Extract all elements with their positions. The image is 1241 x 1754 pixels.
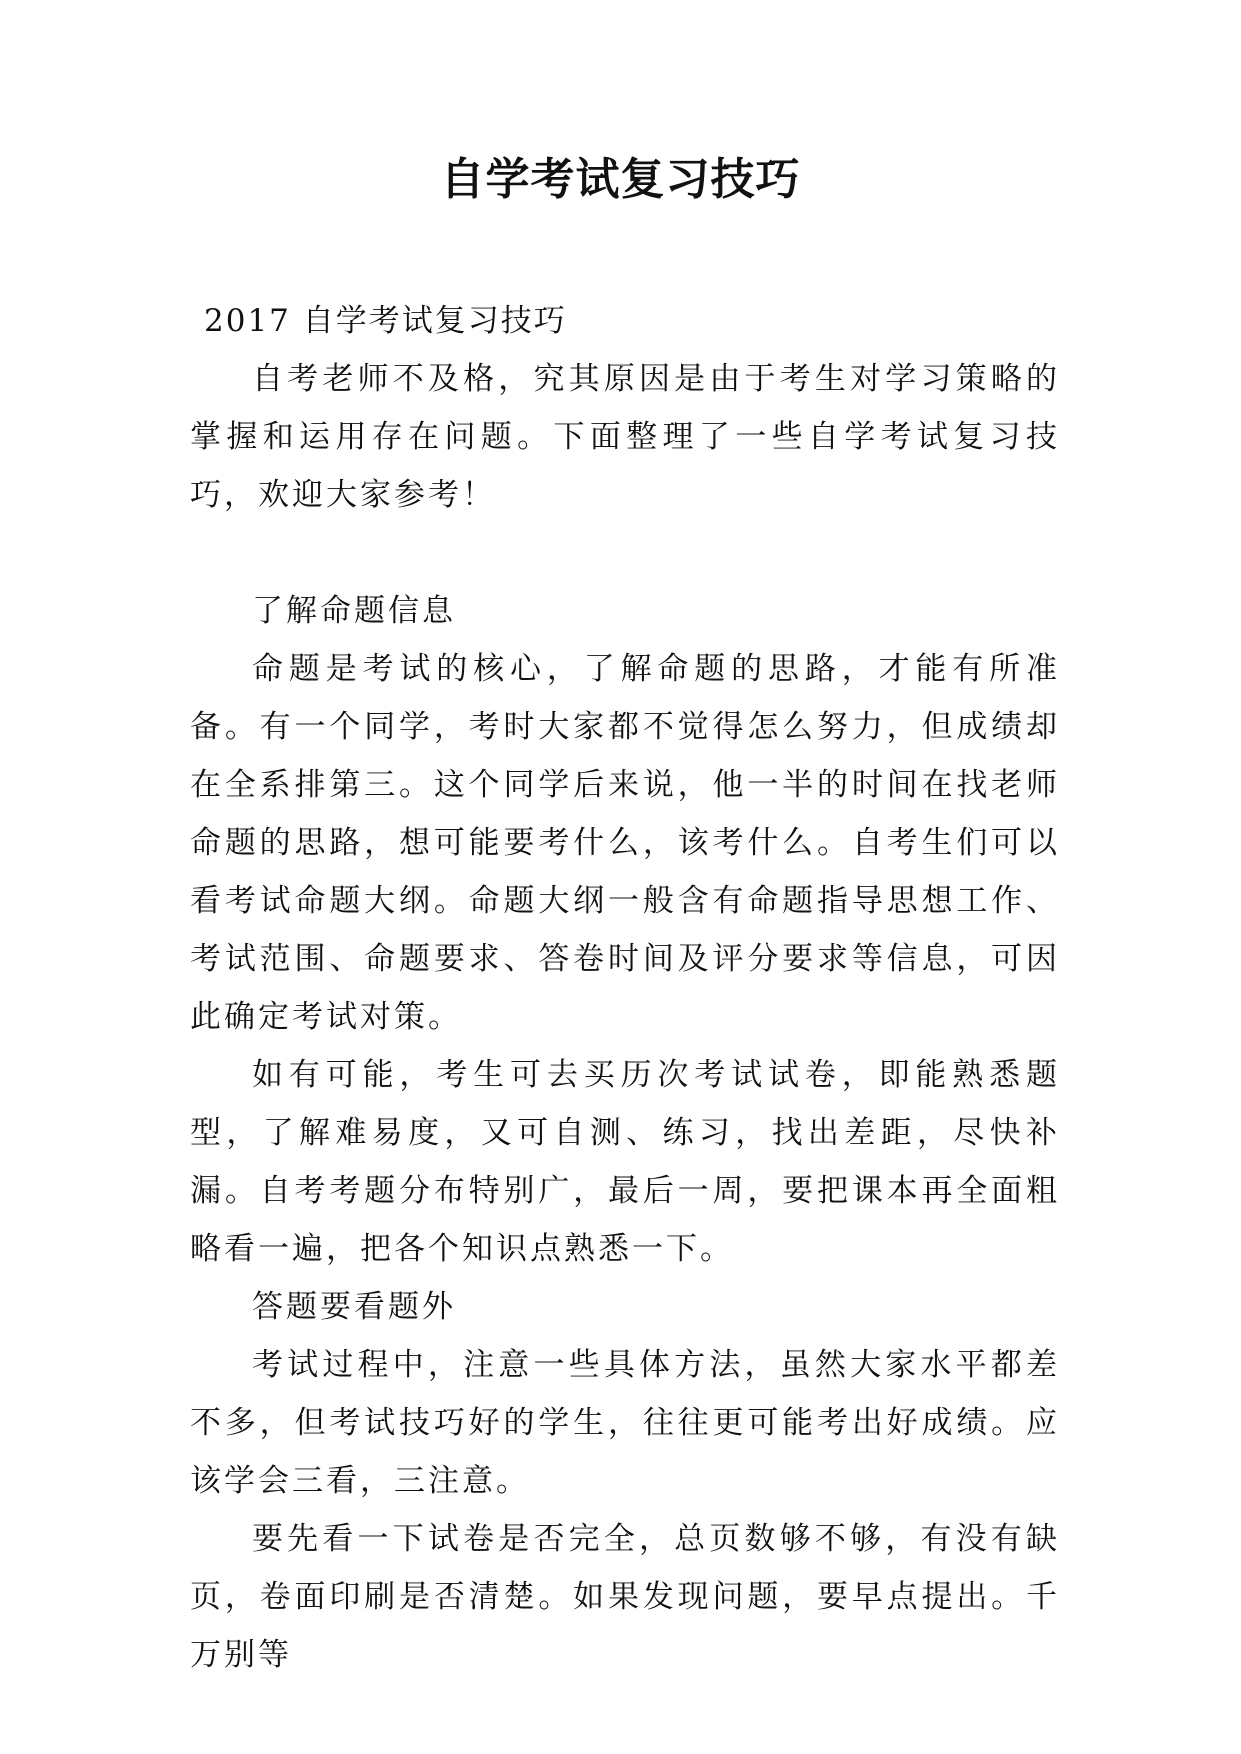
section-heading-answering: 答题要看题外 xyxy=(252,1289,456,1325)
paragraph-exam-process: 考试过程中，注意一些具体方法，虽然大家水平都差不多，但考试技巧好的学生，往往更可能考出好成绩。应该学会三看，三注意。 xyxy=(190,1347,1060,1499)
paragraph-check-paper: 要先看一下试卷是否完全，总页数够不够，有没有缺页，卷面印刷是否清楚。如果发现问题，要早点提出。千万别等 xyxy=(190,1521,1060,1673)
intro-paragraph: 自考老师不及格，究其原因是由于考生对学习策略的掌握和运用存在问题。下面整理了一些自学考试复习技巧，欢迎大家参考！ xyxy=(190,361,1060,513)
document-subtitle: 2017 自学考试复习技巧 xyxy=(204,303,567,339)
document-title: 自学考试复习技巧 xyxy=(440,154,801,205)
section-heading-proposition: 了解命题信息 xyxy=(252,593,456,629)
paragraph-proposition-core: 命题是考试的核心，了解命题的思路，才能有所准备。有一个同学，考时大家都不觉得怎么努力，但成绩却在全系排第三。这个同学后来说，他一半的时间在找老师命题的思路，想可能要考什么，该考什么。自考生们可以看考试命题大纲。命题大纲一般含有命题指导思想工作、考试范围、命题要求、答卷时间及评分要求等信息，可因此确定考试对策。 xyxy=(190,651,1060,1035)
document-body xyxy=(190,292,1060,1684)
paragraph-past-papers: 如有可能，考生可去买历次考试试卷，即能熟悉题型，了解难易度，又可自测、练习，找出差距，尽快补漏。自考考题分布特别广，最后一周，要把课本再全面粗略看一遍，把各个知识点熟悉一下。 xyxy=(190,1057,1060,1267)
